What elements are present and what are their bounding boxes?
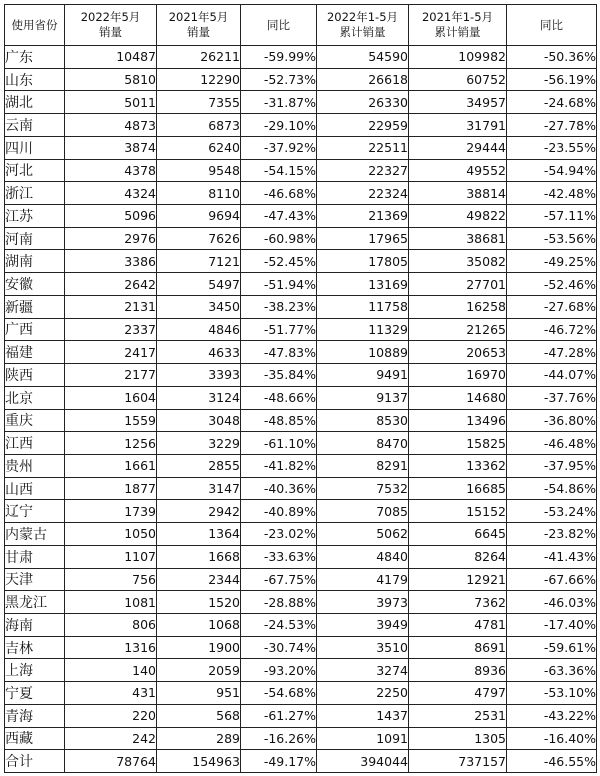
cell-province: 四川	[5, 136, 65, 159]
cell-yoy-may: -47.43%	[241, 205, 317, 228]
cell-ytd-2022: 26618	[317, 68, 409, 91]
table-row	[5, 364, 597, 387]
cell-ytd-2021: 29444	[409, 136, 507, 159]
cell-ytd-2021: 34957	[409, 91, 507, 114]
cell-ytd-2021: 8691	[409, 636, 507, 659]
cell-may-2021: 1364	[157, 523, 241, 546]
cell-may-2021: 3147	[157, 477, 241, 500]
cell-may-2022: 1256	[65, 432, 157, 455]
cell-province: 福建	[5, 341, 65, 364]
cell-ytd-2022: 3510	[317, 636, 409, 659]
cell-yoy-ytd: -27.68%	[507, 295, 597, 318]
cell-ytd-2021: 49822	[409, 205, 507, 228]
cell-ytd-2021: 2531	[409, 704, 507, 727]
cell-yoy-ytd: -37.76%	[507, 386, 597, 409]
cell-ytd-2022: 17965	[317, 227, 409, 250]
cell-yoy-may: -35.84%	[241, 364, 317, 387]
cell-province: 吉林	[5, 636, 65, 659]
cell-yoy-may: -16.26%	[241, 727, 317, 750]
cell-yoy-may: -67.75%	[241, 568, 317, 591]
cell-may-2022: 5096	[65, 205, 157, 228]
cell-yoy-may: -93.20%	[241, 659, 317, 682]
cell-may-2022: 5011	[65, 91, 157, 114]
table-row	[5, 295, 597, 318]
cell-yoy-ytd: -42.48%	[507, 182, 597, 205]
cell-ytd-2021: 49552	[409, 159, 507, 182]
cell-ytd-2021: 35082	[409, 250, 507, 273]
cell-ytd-2022: 22324	[317, 182, 409, 205]
table-row	[5, 591, 597, 614]
cell-yoy-ytd: -54.86%	[507, 477, 597, 500]
cell-ytd-2021: 7362	[409, 591, 507, 614]
cell-may-2021: 1068	[157, 613, 241, 636]
table-row	[5, 477, 597, 500]
cell-ytd-2022: 7532	[317, 477, 409, 500]
cell-yoy-may: -24.53%	[241, 613, 317, 636]
cell-ytd-2022: 4179	[317, 568, 409, 591]
cell-may-2021: 8110	[157, 182, 241, 205]
cell-may-2022: 1559	[65, 409, 157, 432]
cell-yoy-ytd: -24.68%	[507, 91, 597, 114]
cell-ytd-2022: 13169	[317, 273, 409, 296]
table-row	[5, 682, 597, 705]
cell-ytd-2022: 394044	[317, 750, 409, 773]
cell-province: 新疆	[5, 295, 65, 318]
cell-yoy-ytd: -23.55%	[507, 136, 597, 159]
cell-may-2021: 26211	[157, 46, 241, 69]
cell-ytd-2021: 13362	[409, 454, 507, 477]
sales-table-container	[4, 4, 596, 773]
cell-may-2021: 2344	[157, 568, 241, 591]
header-province: 使用省份	[5, 5, 65, 46]
cell-ytd-2021: 13496	[409, 409, 507, 432]
cell-may-2022: 78764	[65, 750, 157, 773]
cell-may-2022: 5810	[65, 68, 157, 91]
cell-yoy-may: -29.10%	[241, 114, 317, 137]
cell-may-2022: 4378	[65, 159, 157, 182]
cell-ytd-2022: 7085	[317, 500, 409, 523]
cell-yoy-ytd: -67.66%	[507, 568, 597, 591]
cell-yoy-may: -49.17%	[241, 750, 317, 773]
cell-may-2022: 4324	[65, 182, 157, 205]
header-may-2021: 2021年5月 销量	[157, 5, 241, 46]
table-row	[5, 250, 597, 273]
cell-ytd-2022: 3949	[317, 613, 409, 636]
cell-yoy-ytd: -63.36%	[507, 659, 597, 682]
cell-ytd-2022: 10889	[317, 341, 409, 364]
cell-yoy-ytd: -49.25%	[507, 250, 597, 273]
cell-yoy-may: -51.94%	[241, 273, 317, 296]
cell-ytd-2022: 54590	[317, 46, 409, 69]
cell-ytd-2021: 16685	[409, 477, 507, 500]
cell-yoy-ytd: -54.94%	[507, 159, 597, 182]
cell-yoy-ytd: -53.56%	[507, 227, 597, 250]
cell-may-2021: 4846	[157, 318, 241, 341]
cell-province: 贵州	[5, 454, 65, 477]
cell-may-2022: 2337	[65, 318, 157, 341]
cell-may-2022: 1107	[65, 545, 157, 568]
cell-ytd-2022: 21369	[317, 205, 409, 228]
cell-yoy-may: -38.23%	[241, 295, 317, 318]
cell-may-2022: 2976	[65, 227, 157, 250]
cell-yoy-ytd: -16.40%	[507, 727, 597, 750]
cell-yoy-may: -23.02%	[241, 523, 317, 546]
cell-may-2021: 3229	[157, 432, 241, 455]
cell-ytd-2021: 737157	[409, 750, 507, 773]
cell-ytd-2021: 15825	[409, 432, 507, 455]
cell-yoy-may: -52.45%	[241, 250, 317, 273]
cell-yoy-ytd: -57.11%	[507, 205, 597, 228]
cell-may-2021: 3048	[157, 409, 241, 432]
cell-may-2022: 4873	[65, 114, 157, 137]
cell-may-2022: 3386	[65, 250, 157, 273]
cell-province: 山西	[5, 477, 65, 500]
table-row	[5, 136, 597, 159]
table-row	[5, 523, 597, 546]
cell-yoy-may: -54.15%	[241, 159, 317, 182]
cell-ytd-2022: 1437	[317, 704, 409, 727]
cell-ytd-2022: 17805	[317, 250, 409, 273]
cell-province: 青海	[5, 704, 65, 727]
cell-ytd-2021: 4781	[409, 613, 507, 636]
cell-yoy-ytd: -52.46%	[507, 273, 597, 296]
cell-ytd-2021: 6645	[409, 523, 507, 546]
table-row	[5, 318, 597, 341]
cell-may-2022: 242	[65, 727, 157, 750]
cell-yoy-ytd: -46.55%	[507, 750, 597, 773]
cell-may-2022: 140	[65, 659, 157, 682]
cell-province: 海南	[5, 613, 65, 636]
cell-may-2021: 6873	[157, 114, 241, 137]
cell-may-2021: 1520	[157, 591, 241, 614]
cell-yoy-ytd: -37.95%	[507, 454, 597, 477]
cell-ytd-2022: 8530	[317, 409, 409, 432]
cell-yoy-may: -41.82%	[241, 454, 317, 477]
cell-may-2022: 2131	[65, 295, 157, 318]
cell-may-2021: 9548	[157, 159, 241, 182]
cell-yoy-ytd: -44.07%	[507, 364, 597, 387]
province-sales-table	[4, 4, 597, 773]
cell-may-2022: 2417	[65, 341, 157, 364]
cell-yoy-ytd: -46.48%	[507, 432, 597, 455]
table-row	[5, 409, 597, 432]
cell-yoy-ytd: -59.61%	[507, 636, 597, 659]
cell-province: 上海	[5, 659, 65, 682]
cell-province: 江苏	[5, 205, 65, 228]
cell-yoy-may: -52.73%	[241, 68, 317, 91]
cell-may-2021: 1668	[157, 545, 241, 568]
cell-yoy-may: -48.66%	[241, 386, 317, 409]
table-body	[5, 46, 597, 773]
table-row	[5, 500, 597, 523]
cell-ytd-2021: 16970	[409, 364, 507, 387]
cell-may-2021: 568	[157, 704, 241, 727]
cell-yoy-may: -37.92%	[241, 136, 317, 159]
cell-may-2022: 3874	[65, 136, 157, 159]
table-row	[5, 227, 597, 250]
table-row	[5, 704, 597, 727]
cell-ytd-2022: 8470	[317, 432, 409, 455]
cell-may-2022: 431	[65, 682, 157, 705]
cell-ytd-2022: 8291	[317, 454, 409, 477]
cell-may-2022: 220	[65, 704, 157, 727]
cell-ytd-2021: 21265	[409, 318, 507, 341]
cell-ytd-2022: 11758	[317, 295, 409, 318]
cell-ytd-2021: 14680	[409, 386, 507, 409]
cell-ytd-2022: 26330	[317, 91, 409, 114]
cell-may-2021: 3450	[157, 295, 241, 318]
cell-ytd-2022: 11329	[317, 318, 409, 341]
cell-ytd-2021: 4797	[409, 682, 507, 705]
cell-province: 广东	[5, 46, 65, 69]
cell-may-2021: 3393	[157, 364, 241, 387]
table-row	[5, 205, 597, 228]
cell-yoy-may: -61.10%	[241, 432, 317, 455]
cell-may-2021: 951	[157, 682, 241, 705]
cell-ytd-2021: 31791	[409, 114, 507, 137]
cell-yoy-may: -60.98%	[241, 227, 317, 250]
cell-may-2021: 9694	[157, 205, 241, 228]
cell-province: 云南	[5, 114, 65, 137]
cell-may-2022: 1739	[65, 500, 157, 523]
header-yoy-ytd: 同比	[507, 5, 597, 46]
table-row	[5, 613, 597, 636]
cell-may-2021: 2855	[157, 454, 241, 477]
cell-yoy-ytd: -46.03%	[507, 591, 597, 614]
cell-may-2022: 1604	[65, 386, 157, 409]
cell-may-2021: 2059	[157, 659, 241, 682]
cell-ytd-2021: 12921	[409, 568, 507, 591]
cell-province: 河北	[5, 159, 65, 182]
cell-may-2021: 154963	[157, 750, 241, 773]
cell-province: 安徽	[5, 273, 65, 296]
cell-province: 陕西	[5, 364, 65, 387]
table-row	[5, 182, 597, 205]
cell-ytd-2021: 38681	[409, 227, 507, 250]
cell-may-2022: 1081	[65, 591, 157, 614]
cell-ytd-2022: 9491	[317, 364, 409, 387]
cell-may-2021: 7626	[157, 227, 241, 250]
table-row	[5, 273, 597, 296]
cell-yoy-may: -31.87%	[241, 91, 317, 114]
cell-may-2021: 2942	[157, 500, 241, 523]
cell-yoy-may: -51.77%	[241, 318, 317, 341]
cell-may-2022: 806	[65, 613, 157, 636]
cell-yoy-ytd: -53.10%	[507, 682, 597, 705]
cell-yoy-ytd: -43.22%	[507, 704, 597, 727]
cell-may-2021: 5497	[157, 273, 241, 296]
cell-yoy-may: -59.99%	[241, 46, 317, 69]
cell-ytd-2022: 2250	[317, 682, 409, 705]
cell-province: 浙江	[5, 182, 65, 205]
cell-ytd-2022: 22959	[317, 114, 409, 137]
cell-province: 北京	[5, 386, 65, 409]
cell-ytd-2021: 16258	[409, 295, 507, 318]
cell-may-2022: 756	[65, 568, 157, 591]
table-row	[5, 432, 597, 455]
cell-yoy-ytd: -27.78%	[507, 114, 597, 137]
cell-ytd-2021: 109982	[409, 46, 507, 69]
cell-yoy-ytd: -53.24%	[507, 500, 597, 523]
cell-province: 河南	[5, 227, 65, 250]
cell-may-2021: 6240	[157, 136, 241, 159]
cell-province: 天津	[5, 568, 65, 591]
cell-ytd-2022: 22511	[317, 136, 409, 159]
cell-may-2021: 4633	[157, 341, 241, 364]
cell-may-2022: 1316	[65, 636, 157, 659]
table-row	[5, 727, 597, 750]
cell-ytd-2021: 1305	[409, 727, 507, 750]
header-ytd-2021: 2021年1-5月 累计销量	[409, 5, 507, 46]
cell-ytd-2021: 8936	[409, 659, 507, 682]
cell-ytd-2021: 38814	[409, 182, 507, 205]
cell-ytd-2022: 3973	[317, 591, 409, 614]
header-row	[5, 5, 597, 46]
cell-ytd-2022: 1091	[317, 727, 409, 750]
cell-yoy-may: -40.89%	[241, 500, 317, 523]
cell-yoy-may: -47.83%	[241, 341, 317, 364]
cell-yoy-may: -40.36%	[241, 477, 317, 500]
cell-yoy-ytd: -36.80%	[507, 409, 597, 432]
cell-province: 广西	[5, 318, 65, 341]
cell-province: 辽宁	[5, 500, 65, 523]
table-row	[5, 636, 597, 659]
table-row	[5, 568, 597, 591]
cell-may-2022: 1877	[65, 477, 157, 500]
cell-may-2022: 2642	[65, 273, 157, 296]
table-row	[5, 545, 597, 568]
cell-ytd-2021: 60752	[409, 68, 507, 91]
cell-province: 内蒙古	[5, 523, 65, 546]
cell-may-2022: 1661	[65, 454, 157, 477]
cell-yoy-ytd: -47.28%	[507, 341, 597, 364]
cell-province: 重庆	[5, 409, 65, 432]
cell-yoy-may: -28.88%	[241, 591, 317, 614]
total-row	[5, 750, 597, 773]
cell-yoy-ytd: -41.43%	[507, 545, 597, 568]
cell-ytd-2022: 3274	[317, 659, 409, 682]
cell-may-2021: 7121	[157, 250, 241, 273]
cell-yoy-ytd: -23.82%	[507, 523, 597, 546]
table-row	[5, 341, 597, 364]
header-ytd-2022: 2022年1-5月 累计销量	[317, 5, 409, 46]
cell-province: 黑龙江	[5, 591, 65, 614]
cell-may-2021: 289	[157, 727, 241, 750]
cell-yoy-ytd: -56.19%	[507, 68, 597, 91]
cell-yoy-may: -61.27%	[241, 704, 317, 727]
table-row	[5, 386, 597, 409]
cell-may-2021: 7355	[157, 91, 241, 114]
cell-yoy-may: -46.68%	[241, 182, 317, 205]
cell-ytd-2021: 27701	[409, 273, 507, 296]
table-row	[5, 91, 597, 114]
cell-yoy-may: -48.85%	[241, 409, 317, 432]
table-row	[5, 659, 597, 682]
cell-may-2021: 1900	[157, 636, 241, 659]
cell-may-2021: 3124	[157, 386, 241, 409]
table-row	[5, 46, 597, 69]
cell-yoy-ytd: -17.40%	[507, 613, 597, 636]
header-may-2022: 2022年5月 销量	[65, 5, 157, 46]
cell-ytd-2022: 5062	[317, 523, 409, 546]
table-row	[5, 159, 597, 182]
cell-ytd-2021: 8264	[409, 545, 507, 568]
cell-yoy-ytd: -50.36%	[507, 46, 597, 69]
cell-may-2022: 1050	[65, 523, 157, 546]
cell-province: 湖北	[5, 91, 65, 114]
cell-may-2022: 10487	[65, 46, 157, 69]
cell-may-2022: 2177	[65, 364, 157, 387]
cell-yoy-ytd: -46.72%	[507, 318, 597, 341]
cell-yoy-may: -33.63%	[241, 545, 317, 568]
cell-province: 江西	[5, 432, 65, 455]
cell-ytd-2022: 22327	[317, 159, 409, 182]
cell-province: 西藏	[5, 727, 65, 750]
table-row	[5, 114, 597, 137]
table-row	[5, 68, 597, 91]
cell-province: 合计	[5, 750, 65, 773]
cell-ytd-2021: 20653	[409, 341, 507, 364]
table-row	[5, 454, 597, 477]
cell-yoy-may: -54.68%	[241, 682, 317, 705]
cell-province: 山东	[5, 68, 65, 91]
cell-may-2021: 12290	[157, 68, 241, 91]
cell-ytd-2022: 4840	[317, 545, 409, 568]
cell-yoy-may: -30.74%	[241, 636, 317, 659]
cell-province: 甘肃	[5, 545, 65, 568]
cell-province: 宁夏	[5, 682, 65, 705]
cell-ytd-2022: 9137	[317, 386, 409, 409]
cell-province: 湖南	[5, 250, 65, 273]
cell-ytd-2021: 15152	[409, 500, 507, 523]
header-yoy-may: 同比	[241, 5, 317, 46]
